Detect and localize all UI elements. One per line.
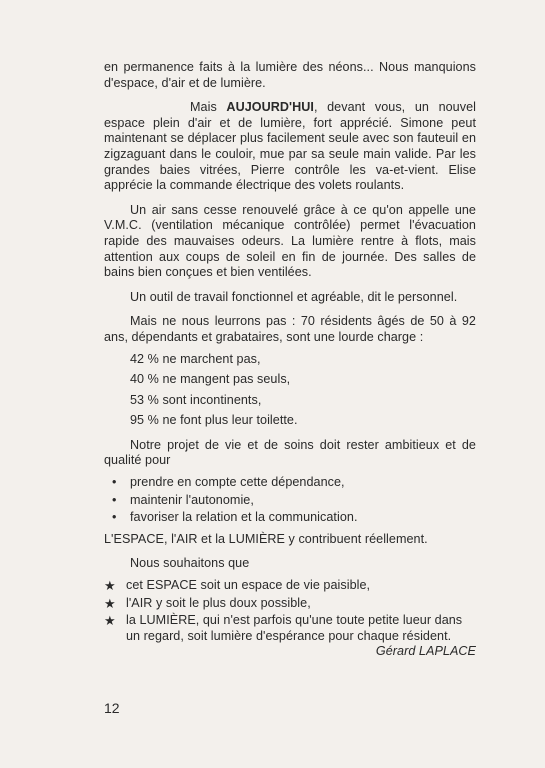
list-item: ★ la LUMIÈRE, qui n'est parfois qu'une toute petite lueur dans un regard, soit lumière d'espérance pour chaque résident. [104,613,463,643]
paragraph-residents: Mais ne nous leurrons pas : 70 résidents âgés de 50 à 92 ans, dépendants et grabataires, sont une lourde charge : [104,314,476,344]
star-icon: ★ [104,613,116,629]
bullet-icon: • [112,510,117,525]
today-emphasis: AUJOURD'HUI [226,100,314,115]
page-number: 12 [104,700,120,716]
list-item: ★ cet ESPACE soit un espace de vie paisible, [104,578,371,594]
bullet-icon: • [112,475,117,490]
wishes-list [104,578,476,644]
goals-list [104,475,476,526]
today-rest: , devant vous, un nouvel espace plein d'air et de lumière, fort apprécié. Simone peut maintenant se déplacer plus facilement seule avec son fauteuil en zigzaguant dans le couloir, mue par sa seule main valide. Par les grandes baies vitrées, Pierre contrôle les va-et-vient. Elise apprécie la commande électrique des volets roulants. [104,100,476,193]
paragraph-today [104,100,476,194]
paragraph-staff: Un outil de travail fonctionnel et agréable, dit le personnel. [130,289,458,304]
star-icon: ★ [104,578,116,594]
stat-line: 53 % sont incontinents, [130,392,262,407]
today-lead: Mais [190,100,227,115]
list-item: • favoriser la relation et la communication. [112,510,358,525]
paragraph-project: Notre projet de vie et de soins doit rester ambitieux et de qualité pour [104,437,476,468]
list-item: • prendre en compte cette dépendance, [112,475,345,490]
list-item: • maintenir l'autonomie, [112,492,254,507]
signature: Gérard LAPLACE [375,644,476,659]
paragraph-wish-intro: Nous souhaitons que [130,556,250,571]
paragraph-ventilation: Un air sans cesse renouvelé grâce à ce qu'on appelle une V.M.C. (ventilation mécanique contrôlée) permet l'évacuation rapide des mauvaises odeurs. La lumière rentre à flots, mais attention aux coups de soleil en fin de journée. Des salles de bains bien conçues et bien ventilées. [104,202,476,280]
list-item: ★ l'AIR y soit le plus doux possible, [104,595,311,611]
stat-line: 95 % ne font plus leur toilette. [130,413,298,428]
stat-line: 40 % ne mangent pas seuls, [130,372,291,387]
stat-line: 42 % ne marchent pas, [130,351,261,366]
paragraph-intro: en permanence faits à la lumière des néons... Nous manquions d'espace, d'air et de lumière. [104,60,476,90]
star-icon: ★ [104,595,116,611]
text-column [104,60,476,660]
bullet-icon: • [112,492,117,507]
paragraph-contribute: L'ESPACE, l'AIR et la LUMIÈRE y contribuent réellement. [104,531,428,546]
